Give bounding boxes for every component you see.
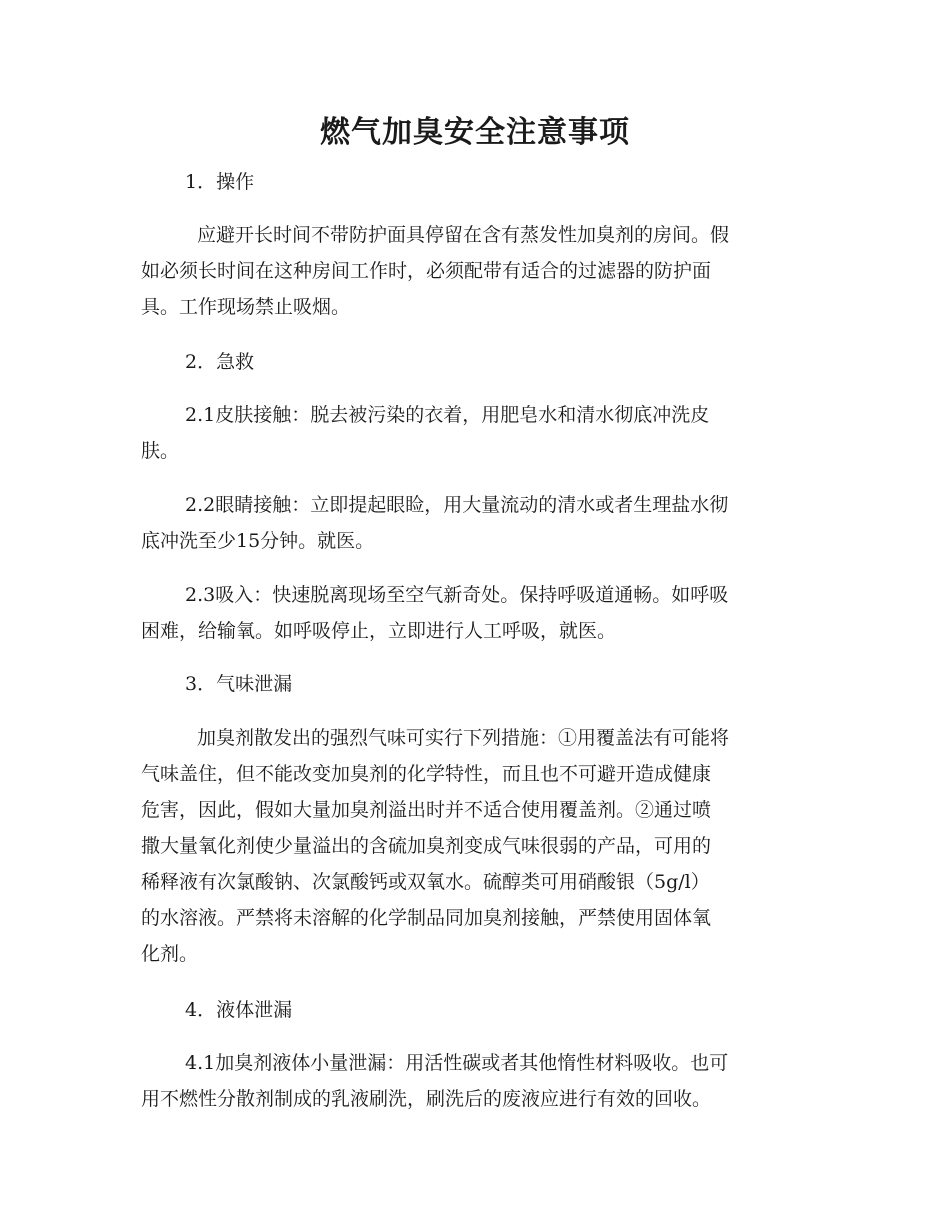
paragraph-line: 具。工作现场禁止吸烟。 [141,296,351,318]
paragraph-line: 用不燃性分散剂制成的乳液刷洗，刷洗后的废液应进行有效的回收。 [141,1088,712,1110]
paragraph-line: 撒大量氧化剂使少量溢出的含硫加臭剂变成气味很弱的产品，可用的 [141,835,712,857]
section-heading: 1．操作 [185,171,255,193]
paragraph-line: 2.3吸入：快速脱离现场至空气新奇处。保持呼吸道通畅。如呼吸 [185,584,729,606]
paragraph-line: 困难，给输氧。如呼吸停止，立即进行人工呼吸，就医。 [141,620,617,642]
paragraph-line: 应避开长时间不带防护面具停留在含有蒸发性加臭剂的房间。假 [197,224,730,246]
section-heading: 3．气味泄漏 [185,673,293,695]
paragraph-line: 加臭剂散发出的强烈气味可实行下列措施：①用覆盖法有可能将 [197,727,730,749]
paragraph-line: 2.1皮肤接触：脱去被污染的衣着，用肥皂水和清水彻底冲洗皮 [185,404,710,426]
paragraph-line: 底冲洗至少15分钟。就医。 [141,530,375,552]
paragraph-line: 如必须长时间在这种房间工作时，必须配带有适合的过滤器的防护面 [141,260,712,282]
page-title: 燃气加臭安全注意事项 [320,115,630,150]
paragraph-line: 气味盖住，但不能改变加臭剂的化学特性，而且也不可避开造成健康 [141,763,712,785]
section-heading: 4．液体泄漏 [185,999,293,1021]
paragraph-line: 危害，因此，假如大量加臭剂溢出时并不适合使用覆盖剂。②通过喷 [141,799,712,821]
paragraph-line: 肤。 [141,440,180,462]
paragraph-line: 的水溶液。严禁将未溶解的化学制品同加臭剂接触，严禁使用固体氧 [141,907,712,929]
paragraph-line: 2.2眼睛接触：立即提起眼睑，用大量流动的清水或者生理盐水彻 [185,494,729,516]
paragraph-line: 稀释液有次氯酸钠、次氯酸钙或双氧水。硫醇类可用硝酸银（5g/l） [141,871,710,893]
section-heading: 2．急救 [185,351,255,373]
paragraph-line: 4.1加臭剂液体小量泄漏：用活性碳或者其他惰性材料吸收。也可 [185,1052,729,1074]
paragraph-line: 化剂。 [141,943,199,965]
